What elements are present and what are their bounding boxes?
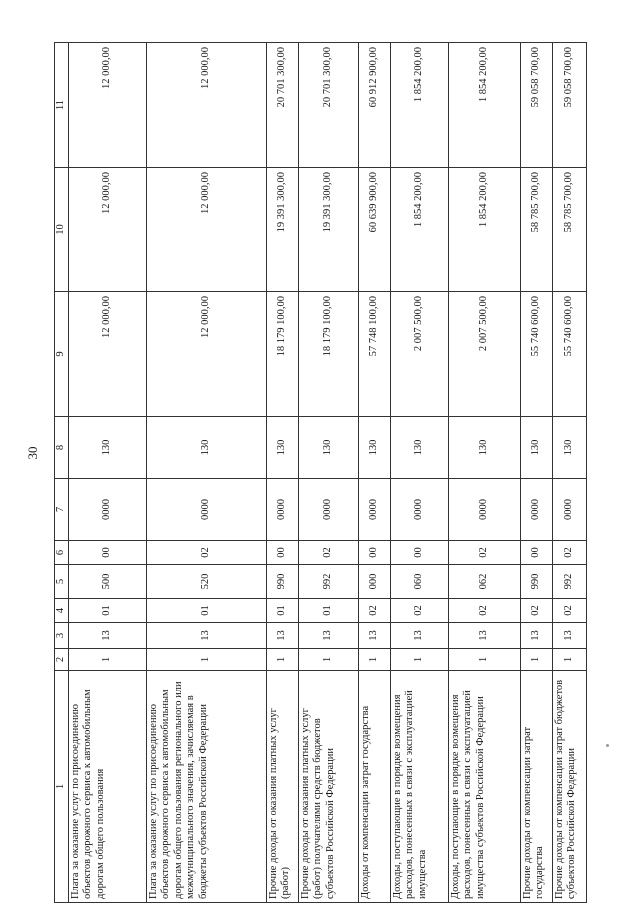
cell: 19 391 300,00 [266, 168, 298, 292]
cell: 02 [552, 541, 586, 565]
cell: 58 785 700,00 [520, 168, 552, 292]
cell: 59 058 700,00 [552, 43, 586, 168]
cell: 0000 [298, 479, 358, 541]
cell: 060 [390, 565, 448, 599]
table-row [520, 43, 552, 903]
cell: 130 [266, 417, 298, 479]
cell: 01 [68, 599, 146, 623]
cell: 0000 [266, 479, 298, 541]
cell: 12 000,00 [68, 168, 146, 292]
cell: 1 [520, 649, 552, 671]
cell: 12 000,00 [68, 292, 146, 417]
cell: 1 854 200,00 [390, 168, 448, 292]
column-header: 8 [55, 417, 69, 479]
cell: 02 [298, 541, 358, 565]
row-name: Плата за оказание услуг по присоединению объектов дорожного сервиса к автомобильным дорогам общего пользования [68, 671, 146, 903]
cell: 55 740 600,00 [520, 292, 552, 417]
cell: 520 [146, 565, 266, 599]
cell: 0000 [520, 479, 552, 541]
table-row [68, 43, 146, 903]
cell: 130 [68, 417, 146, 479]
cell: 00 [358, 541, 390, 565]
cell: 13 [520, 623, 552, 649]
row-name: Доходы от компенсации затрат государства [358, 671, 390, 903]
cell: 02 [552, 599, 586, 623]
cell: 1 854 200,00 [448, 43, 520, 168]
cell: 130 [146, 417, 266, 479]
cell: 00 [390, 541, 448, 565]
cell: 0000 [358, 479, 390, 541]
cell: 12 000,00 [68, 43, 146, 168]
row-name: Прочие доходы от оказания платных услуг (работ) [266, 671, 298, 903]
cell: 20 701 300,00 [266, 43, 298, 168]
cell: 00 [266, 541, 298, 565]
cell: 1 [146, 649, 266, 671]
header-row [55, 43, 69, 903]
column-header: 6 [55, 541, 69, 565]
cell: 00 [520, 541, 552, 565]
cell: 0000 [146, 479, 266, 541]
cell: 12 000,00 [146, 292, 266, 417]
cell: 13 [448, 623, 520, 649]
cell: 02 [520, 599, 552, 623]
column-header: 5 [55, 565, 69, 599]
row-name: Прочие доходы от компенсации затрат бюджетов субъектов Российской Федерации [552, 671, 586, 903]
table-row [266, 43, 298, 903]
page-number: 30 [25, 446, 40, 460]
cell: 02 [358, 599, 390, 623]
cell: 130 [358, 417, 390, 479]
table-row [298, 43, 358, 903]
cell: 12 000,00 [146, 168, 266, 292]
table-row [390, 43, 448, 903]
cell: 992 [552, 565, 586, 599]
cell: 13 [146, 623, 266, 649]
cell: 57 748 100,00 [358, 292, 390, 417]
cell: 13 [552, 623, 586, 649]
cell: 00 [68, 541, 146, 565]
cell: 0000 [390, 479, 448, 541]
cell: 500 [68, 565, 146, 599]
column-header: 1 [55, 671, 69, 903]
column-header: 7 [55, 479, 69, 541]
cell: 1 [68, 649, 146, 671]
cell: 1 [448, 649, 520, 671]
cell: 01 [266, 599, 298, 623]
cell: 13 [266, 623, 298, 649]
scan-speck [606, 744, 609, 747]
table-row [358, 43, 390, 903]
row-name: Плата за оказание услуг по присоединению объектов дорожного сервиса к автомобильным дорогам общего пользования регионального или межмуниципального значения, зачисляемая в бюджеты субъектов Российской Федерации [146, 671, 266, 903]
cell: 12 000,00 [146, 43, 266, 168]
cell: 990 [520, 565, 552, 599]
table-wrapper [54, 43, 577, 903]
cell: 130 [298, 417, 358, 479]
cell: 01 [298, 599, 358, 623]
column-header: 3 [55, 623, 69, 649]
cell: 58 785 700,00 [552, 168, 586, 292]
cell: 1 [358, 649, 390, 671]
column-header: 9 [55, 292, 69, 417]
cell: 02 [448, 599, 520, 623]
cell: 13 [390, 623, 448, 649]
cell: 130 [520, 417, 552, 479]
cell: 02 [448, 541, 520, 565]
cell: 20 701 300,00 [298, 43, 358, 168]
cell: 55 740 600,00 [552, 292, 586, 417]
cell: 130 [390, 417, 448, 479]
cell: 02 [146, 541, 266, 565]
column-header: 11 [55, 43, 69, 168]
cell: 60 912 900,00 [358, 43, 390, 168]
cell: 990 [266, 565, 298, 599]
cell: 60 639 900,00 [358, 168, 390, 292]
cell: 01 [146, 599, 266, 623]
cell: 19 391 300,00 [298, 168, 358, 292]
table-row [448, 43, 520, 903]
cell: 13 [358, 623, 390, 649]
column-header: 2 [55, 649, 69, 671]
cell: 000 [358, 565, 390, 599]
cell: 2 007 500,00 [448, 292, 520, 417]
cell: 1 854 200,00 [448, 168, 520, 292]
cell: 13 [298, 623, 358, 649]
column-header: 10 [55, 168, 69, 292]
cell: 18 179 100,00 [266, 292, 298, 417]
table-row [552, 43, 586, 903]
cell: 130 [448, 417, 520, 479]
cell: 18 179 100,00 [298, 292, 358, 417]
cell: 1 [390, 649, 448, 671]
cell: 02 [390, 599, 448, 623]
row-name: Прочие доходы от компенсации затрат государства [520, 671, 552, 903]
row-name: Доходы, поступающие в порядке возмещения расходов, понесенных в связи с эксплуатацией имущества субъектов Российской Федерации [448, 671, 520, 903]
cell: 59 058 700,00 [520, 43, 552, 168]
cell: 1 [298, 649, 358, 671]
cell: 1 [266, 649, 298, 671]
table-row [146, 43, 266, 903]
column-header: 4 [55, 599, 69, 623]
cell: 2 007 500,00 [390, 292, 448, 417]
row-name: Доходы, поступающие в порядке возмещения расходов, понесенных в связи с эксплуатацией имущества [390, 671, 448, 903]
cell: 1 854 200,00 [390, 43, 448, 168]
cell: 062 [448, 565, 520, 599]
cell: 130 [552, 417, 586, 479]
cell: 0000 [68, 479, 146, 541]
cell: 0000 [552, 479, 586, 541]
row-name: Прочие доходы от оказания платных услуг (работ) получателями средств бюджетов субъектов Российской Федерации [298, 671, 358, 903]
cell: 13 [68, 623, 146, 649]
cell: 1 [552, 649, 586, 671]
cell: 0000 [448, 479, 520, 541]
revenue-table [54, 42, 587, 903]
cell: 992 [298, 565, 358, 599]
